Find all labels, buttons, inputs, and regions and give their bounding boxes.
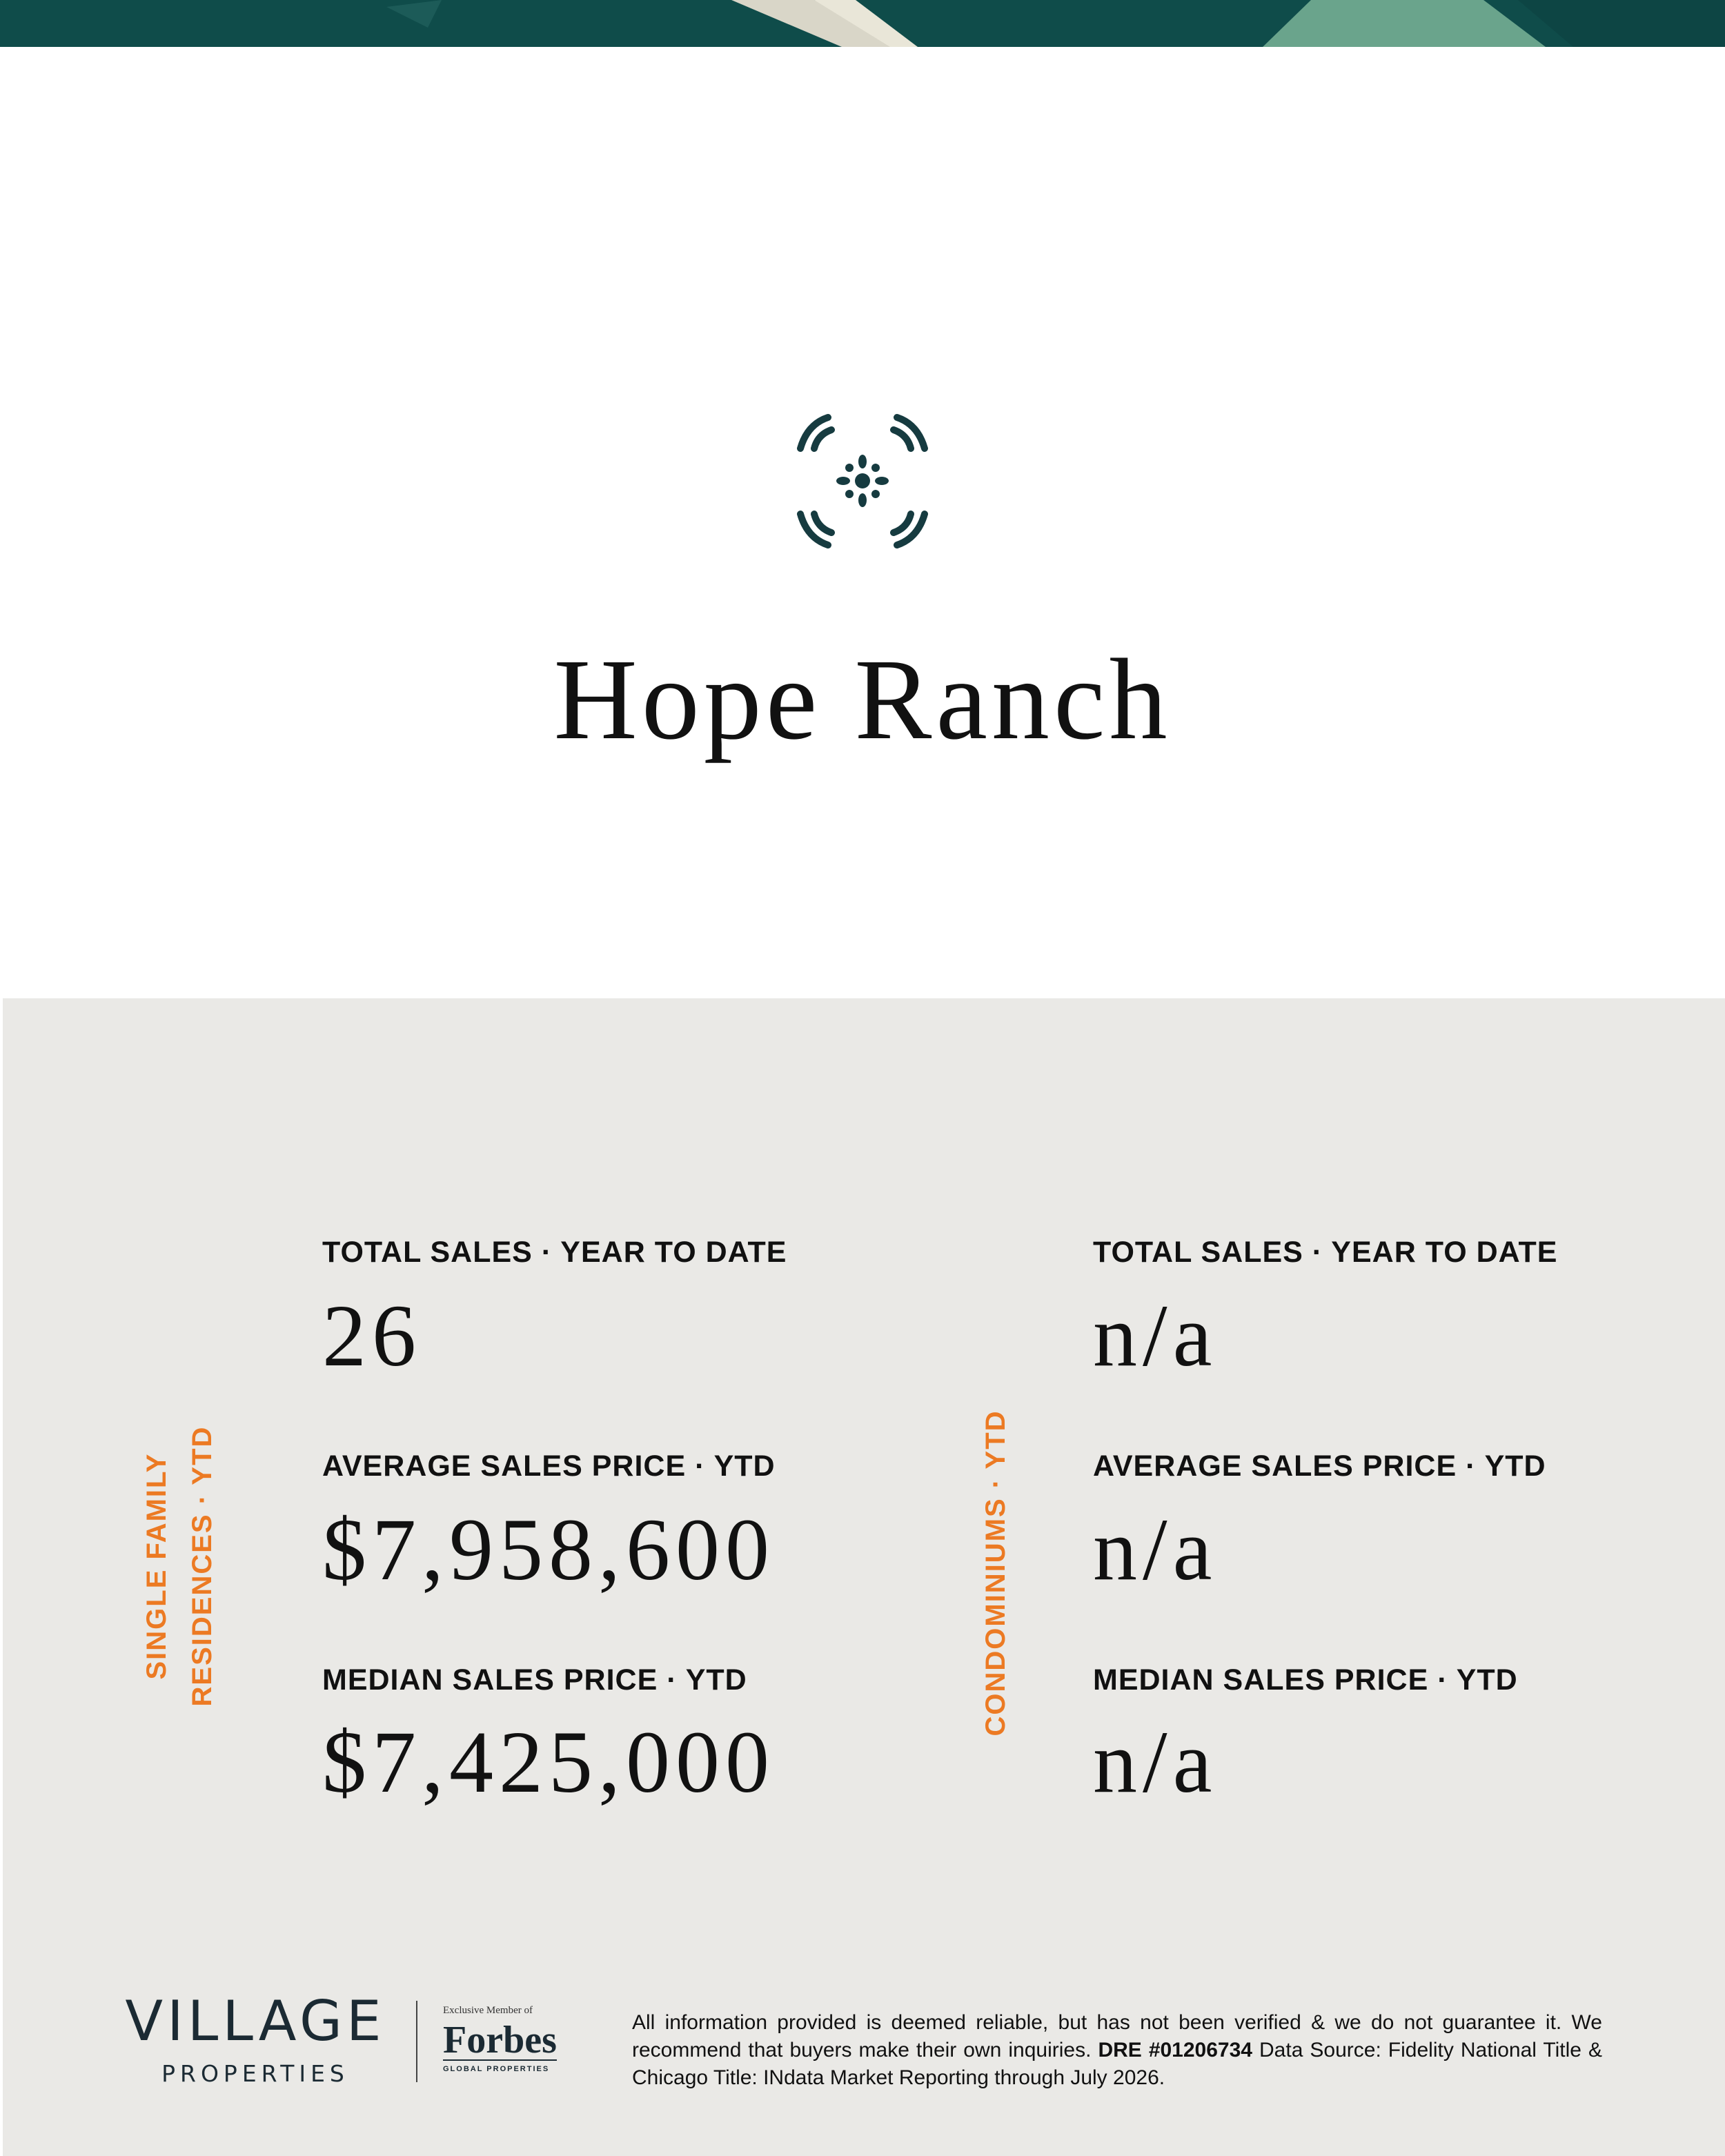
condo-avg-price-value: n/a — [1093, 1501, 1218, 1599]
top-decorative-band — [0, 0, 1725, 47]
condo-total-sales-value: n/a — [1093, 1287, 1218, 1385]
condo-total-sales-label: TOTAL SALES · YEAR TO DATE — [1093, 1236, 1558, 1269]
disclaimer-part2: Data Source: Fidelity National Title & Chicago Title: INdata Market Reporting through July 2026. — [632, 2039, 1602, 2089]
condo-median-price-value: n/a — [1093, 1713, 1218, 1811]
forbes-wordmark: Forbes — [443, 2019, 557, 2061]
sf-total-sales-value: 26 — [322, 1287, 422, 1385]
disclaimer-part1: All information provided is deemed reliable, but has not been verified & we do not guarantee it. We recommend that buyers make their own inquiries. — [632, 2011, 1602, 2061]
logo-divider — [416, 2001, 417, 2082]
forbes-kicker: Exclusive Member of — [443, 2005, 533, 2016]
single-family-label-line2: RESIDENCES · YTD — [187, 1425, 217, 1707]
village-properties-logo — [124, 1989, 386, 2087]
village-subtitle: PROPERTIES — [161, 2060, 349, 2087]
sf-avg-price-label: AVERAGE SALES PRICE · YTD — [322, 1450, 776, 1483]
sf-median-price-label: MEDIAN SALES PRICE · YTD — [322, 1663, 747, 1697]
sf-avg-price-value: $7,958,600 — [322, 1501, 775, 1599]
disclaimer-text — [632, 2009, 1602, 2092]
dre-number: DRE #01206734 — [1098, 2039, 1252, 2061]
floral-ornament-icon — [793, 411, 931, 552]
condominiums-section-label — [973, 1380, 1018, 1766]
page-title: Hope Ranch — [553, 635, 1172, 764]
sf-total-sales-label: TOTAL SALES · YEAR TO DATE — [322, 1236, 787, 1269]
sf-median-price-value: $7,425,000 — [322, 1713, 775, 1811]
forbes-global-properties-logo — [443, 2005, 574, 2073]
condo-avg-price-label: AVERAGE SALES PRICE · YTD — [1093, 1450, 1546, 1483]
single-family-section-label — [134, 1407, 225, 1725]
single-family-label-line1: SINGLE FAMILY — [141, 1452, 172, 1680]
condo-median-price-label: MEDIAN SALES PRICE · YTD — [1093, 1663, 1518, 1697]
condominiums-label: CONDOMINIUMS · YTD — [980, 1410, 1011, 1737]
stats-panel — [3, 998, 1725, 2156]
forbes-tagline: GLOBAL PROPERTIES — [443, 2065, 550, 2073]
village-wordmark: VILLAGE — [125, 1989, 386, 2053]
